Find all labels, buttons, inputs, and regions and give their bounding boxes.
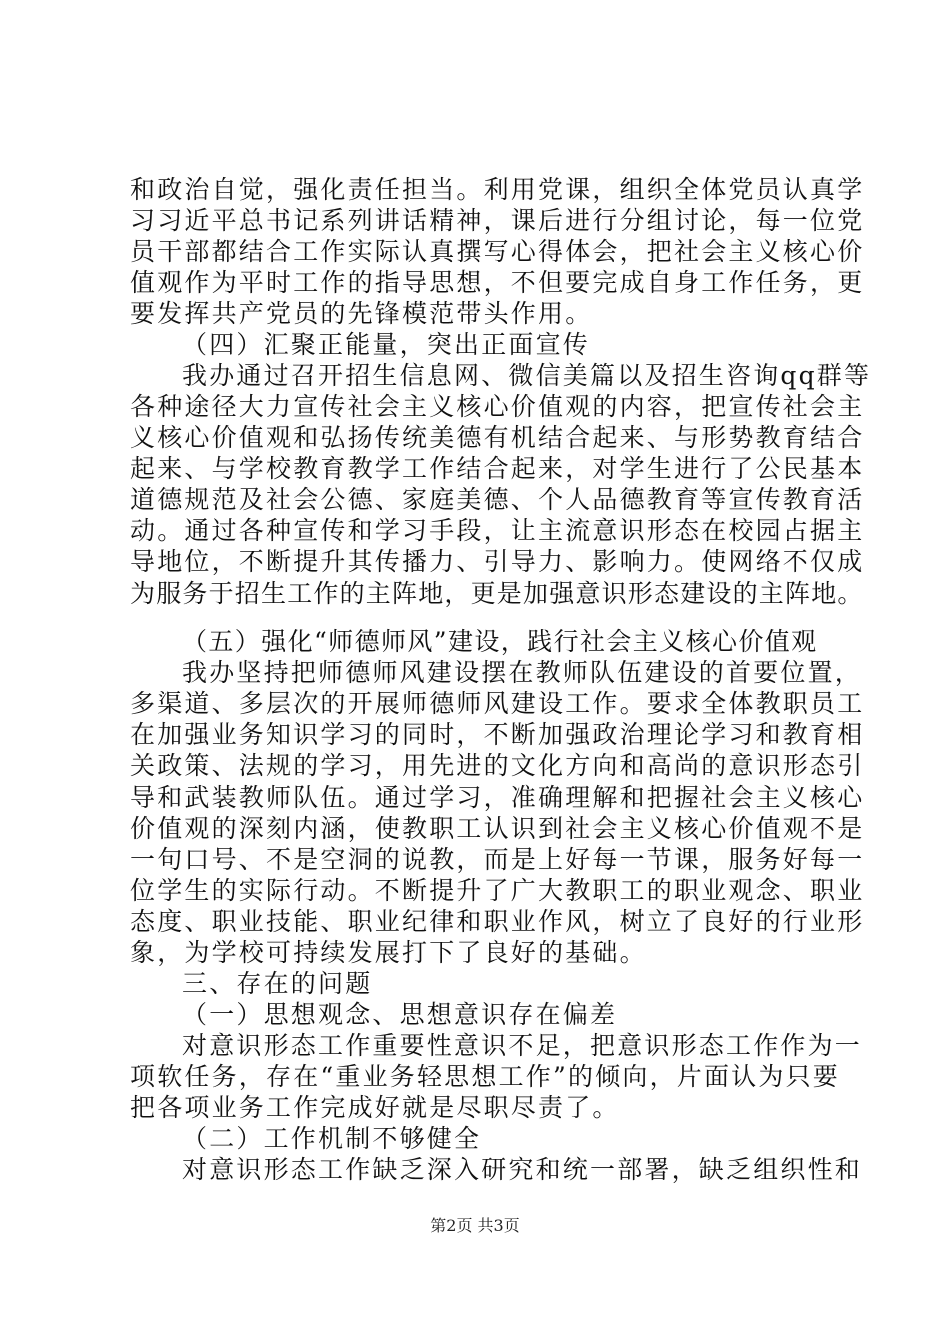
body-line: 和政治自觉，强化责任担当。利用党课，组织全体党员认真学 [130, 175, 865, 204]
section-heading: （一）思想观念、思想意识存在偏差 [182, 999, 618, 1029]
body-line: 各种途径大力宣传社会主义核心价值观的内容，把宣传社会主 [130, 392, 865, 422]
body-line: 道德规范及社会公德、家庭美德、个人品德教育等宣传教育活 [130, 485, 865, 515]
page-footer: 第2页 共3页 [430, 1216, 520, 1235]
body-line: 为服务于招生工作的主阵地，更是加强意识形态建设的主阵地。 [130, 578, 864, 608]
body-line: 对意识形态工作重要性意识不足，把意识形态工作作为一 [182, 1030, 863, 1060]
body-line: 要发挥共产党员的先锋模范带头作用。 [130, 299, 593, 329]
body-line: 象，为学校可持续发展打下了良好的基础。 [130, 937, 647, 967]
body-line: 员干部都结合工作实际认真撰写心得体会，把社会主义核心价 [130, 237, 865, 267]
body-line: 位学生的实际行动。不断提升了广大教职工的职业观念、职业 [130, 875, 865, 905]
section-heading: （四）汇聚正能量，突出正面宣传 [182, 330, 591, 360]
body-line: 在加强业务知识学习的同时，不断加强政治理论学习和教育相 [130, 720, 865, 750]
body-line: 多渠道、多层次的开展师德师风建设工作。要求全体教职员工 [130, 689, 865, 719]
body-line: 我办通过召开招生信息网、微信美篇以及招生咨询qq群等 [182, 361, 872, 391]
body-line: 导和武装教师队伍。通过学习，准确理解和把握社会主义核心 [130, 782, 865, 812]
body-line: 义核心价值观和弘扬传统美德有机结合起来、与形势教育结合 [130, 423, 865, 453]
body-line: 把各项业务工作完成好就是尽职尽责了。 [130, 1092, 620, 1122]
body-line: 我办坚持把师德师风建设摆在教师队伍建设的首要位置， [182, 658, 863, 688]
body-line: 导地位，不断提升其传播力、引导力、影响力。使网络不仅成 [130, 547, 865, 577]
body-line: 关政策、法规的学习，用先进的文化方向和高尚的意识形态引 [130, 751, 865, 781]
body-line: 起来、与学校教育教学工作结合起来，对学生进行了公民基本 [130, 454, 865, 484]
section-heading: （二）工作机制不够健全 [182, 1123, 482, 1153]
body-line: 值观作为平时工作的指导思想，不但要完成自身工作任务，更 [130, 268, 865, 298]
section-heading: 三、存在的问题 [182, 968, 373, 998]
body-line: 对意识形态工作缺乏深入研究和统一部署，缺乏组织性和 [182, 1155, 863, 1184]
body-line: 项软任务，存在“重业务轻思想工作”的倾向，片面认为只要 [130, 1061, 840, 1091]
body-line: 价值观的深刻内涵，使教职工认识到社会主义核心价值观不是 [130, 813, 865, 843]
body-line: 态度、职业技能、职业纪律和职业作风，树立了良好的行业形 [130, 906, 865, 936]
body-line: 习习近平总书记系列讲话精神，课后进行分组讨论，每一位党 [130, 206, 865, 236]
body-line: 动。通过各种宣传和学习手段，让主流意识形态在校园占据主 [130, 516, 865, 546]
section-heading: （五）强化“师德师风”建设，践行社会主义核心价值观 [182, 627, 818, 657]
body-line: 一句口号、不是空洞的说教，而是上好每一节课，服务好每一 [130, 844, 865, 874]
